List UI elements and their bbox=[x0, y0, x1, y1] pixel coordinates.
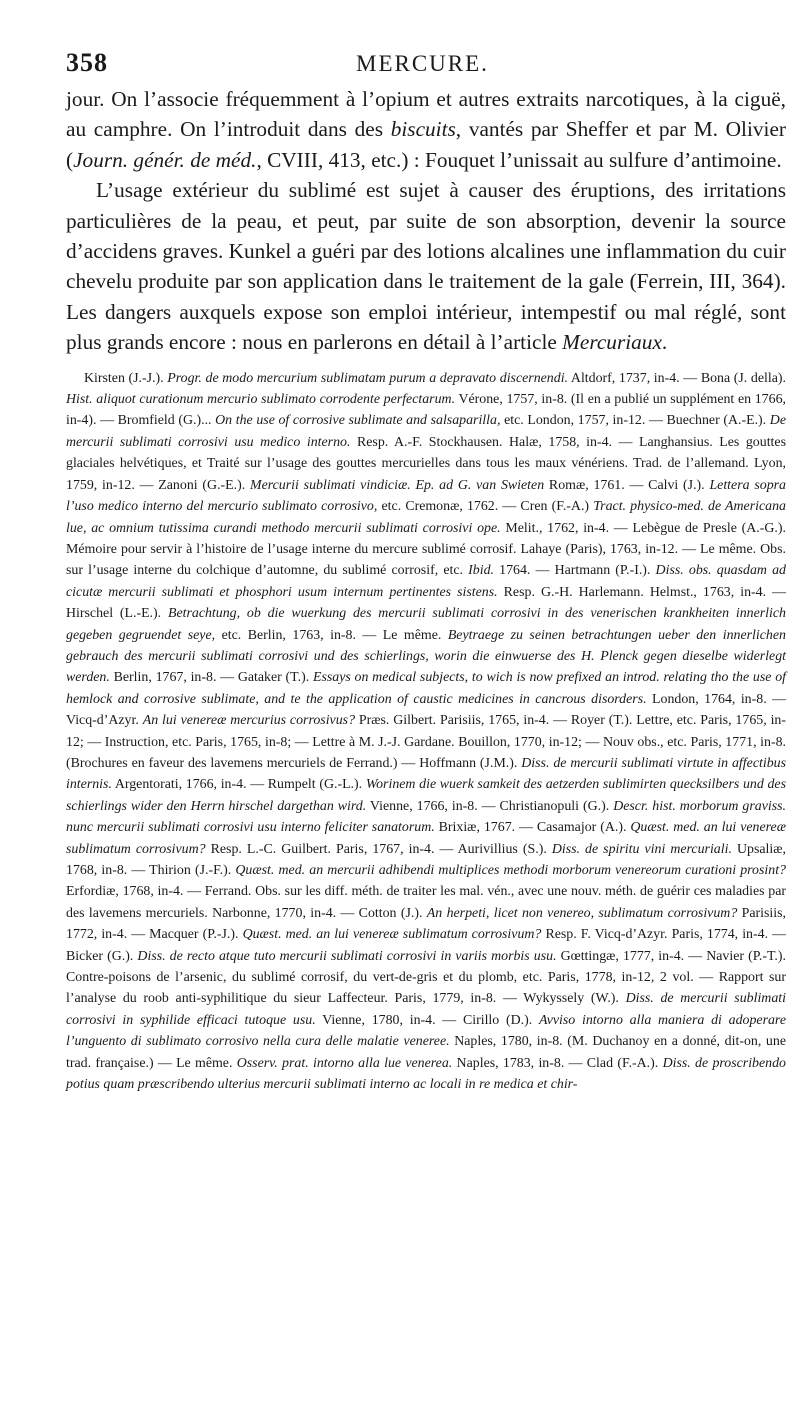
text-run: Parisiis, 1772, in-4. — Macquer (P.-J.). bbox=[66, 905, 787, 943]
text-run: jour. On l’associe fréquemment à l’opium et autres extraits narcotiques, à la ciguë, au camphre. On l’introduit dans des bbox=[66, 87, 786, 142]
italic-text-run: Essays on medical subjects, to wich is now prefixed an introd. relating tho the use of hemlock and corrosive sublimate, and te the application of caustic medicines in cancrous disorders. bbox=[66, 670, 787, 707]
italic-text-run: Descr. hist. morborum graviss. nunc mercurii sublimati corrosivi usu interno feliciter sanatorum. bbox=[66, 798, 787, 836]
italic-text-run: Mercurii sublimati vindiciæ. Ep. ad G. van Swieten bbox=[250, 477, 545, 493]
italic-text-run: Quæst. med. an lui venereæ sublimatum corrosivum? bbox=[242, 927, 542, 943]
text-run: Argentorati, 1766, in-4. — Rumpelt (G.-L.). bbox=[111, 777, 366, 793]
text-run: 1764. — Hartmann (P.-I.). bbox=[494, 563, 656, 579]
text-run: etc. Berlin, 1763, in-8. — Le même. bbox=[215, 627, 448, 643]
running-title: MERCURE. bbox=[356, 51, 489, 76]
italic-text-run: Quæst. med. an lui venereæ sublimatum corrosivum? bbox=[66, 820, 786, 857]
italic-text-run: An lui venereæ mercurius corrosivus? bbox=[142, 713, 356, 729]
text-run: etc. London, 1757, in-12. — Buechner (A.-E.). bbox=[500, 413, 770, 429]
italic-text-run: Tract. physico-med. de Americana lue, ac omnium tutissima curandi methodo mercurii sublimati corrosivi ope. bbox=[66, 499, 786, 536]
text-run: Præs. Gilbert. Parisiis, 1765, in-4. — Royer (T.). Lettre, etc. Paris, 1765, in-12; — Instruction, etc. Paris, 1765, in-8; — Lettre à M. J.-J. Gardane. Bouillon, 1770, in-12; — Nouv obs., etc. Paris, 1771, in-8. (Brochures en faveur des lavemens mercuriels de Ferrand.) — Hoffmann (J.M.). bbox=[66, 713, 786, 771]
italic-text-run: Beytraege zu seinen betrachtungen ueber den innerlichen gebrauch des mercurii sublimati corrosivi und des schierlings, worin die einwuerse des H. Plenck gegen dieselbe widerlegt werden. bbox=[66, 627, 786, 686]
italic-text-run: Journ. génér. de méd. bbox=[73, 147, 257, 172]
text-run: Resp. A.-F. Stockhausen. Halæ, 1758, in-4. — Langhansius. Les gouttes glaciales helvétiques, et Traité sur l’usage des gouttes mercurielles dans tous les maux vénériens. Trad. de l’allemand. Lyon, 1759, in-12. — Zanoni (G.-E.). bbox=[66, 434, 786, 493]
italic-text-run: Osserv. prat. intorno alla lue venerea. bbox=[236, 1055, 453, 1071]
text-run: Berlin, 1767, in-8. — Gataker (T.). bbox=[109, 670, 313, 686]
italic-text-run: Worinem die wuerk samkeit des aetzerden sublimirten quecksilbers und des schierlings wider den Herrn hirschel dargethan wird. bbox=[66, 777, 786, 814]
italic-text-run: biscuits bbox=[390, 117, 456, 142]
text-run: Kirsten (J.-J.). bbox=[84, 370, 168, 386]
italic-text-run: Progr. de modo mercurium sublimatam purum a depravato discernendi. bbox=[167, 370, 569, 386]
text-run: London, 1764, in-8. — Vicq-d’Azyr. bbox=[66, 691, 786, 729]
page-number: 358 bbox=[66, 48, 108, 77]
italic-text-run: Avviso intorno alla maniera di adoperare l’unguento di sublimato corrosivo nella cura delle malatie veneree. bbox=[66, 1012, 786, 1050]
italic-text-run: Lettera sopra l’uso medico interno del mercurio sublimato corrosivo, bbox=[66, 477, 786, 515]
text-run: Resp. L.-C. Guilbert. Paris, 1767, in-4. — Aurivillius (S.). bbox=[205, 841, 552, 857]
text-run: , vantés par Sheffer et par M. Olivier ( bbox=[66, 117, 787, 172]
italic-text-run: Diss. obs. quasdam ad cicutæ mercurii sublimati et phosphori usum internum pertinentes sistens. bbox=[66, 563, 786, 600]
paragraph-2 bbox=[66, 175, 786, 357]
text-run: Gœttingæ, 1777, in-4. — Navier (P.-T.). Contre-poisons de l’arsenic, du sublimé corrosif, du vert-de-gris et du plomb, etc. Paris, 1778, in-12, 2 vol. — Rapport sur l’analyse du roob anti-syphilitique du sieur Laffecteur. Paris, 1779, in-8. — Wykyssely (W.). bbox=[66, 948, 787, 1007]
text-run: L’usage extérieur du sublimé est sujet à causer des éruptions, des irritations particulières de la peau, et peut, par suite de son absorption, devenir la source d’accidens graves. Kunkel a guéri par des lotions alcalines une inflammation du cuir chevelu produite par son application dans le traitement de la gale (Ferrein, III, 364). Les dangers auxquels expose son emploi intérieur, intempestif ou mal réglé, sont plus grands encore : nous en parlerons en détail à l’article bbox=[66, 178, 786, 355]
italic-text-run: Diss. de proscribendo potius quam præscribendo ulterius mercurii sublimati interno ac locali in re medica et chir- bbox=[66, 1055, 787, 1093]
text-run: Resp. G.-H. Harlemann. Helmst., 1763, in-4. — Hirschel (L.-E.). bbox=[66, 584, 786, 622]
text-run: Vérone, 1757, in-8. (Il en a publié un supplément en 1766, in-4). — Bromfield (G.)... bbox=[66, 392, 786, 429]
text-run: Altdorf, 1737, in-4. — Bona (J. della). bbox=[568, 370, 787, 386]
text-run: Erfordiæ, 1768, in-4. — Ferrand. Obs. sur les diff. méth. de traiter les mal. vén., avec une nouv. méth. de guérir ces maladies par des lavemens mercuriels. Narbonne, 1770, in-4. — Cotton (J.). bbox=[66, 884, 786, 921]
italic-text-run: Diss. de mercurii sublimati virtute in affectibus internis. bbox=[66, 755, 787, 793]
text-run: , CVIII, 413, etc.) : Fouquet l’unissait au sulfure d’antimoine. bbox=[256, 147, 782, 172]
italic-text-run: Diss. de spiritu vini mercuriali. bbox=[551, 841, 732, 857]
text-run: etc. Cremonæ, 1762. — Cren (F.-A.) bbox=[377, 499, 594, 515]
italic-text-run: Diss. de mercurii sublimati corrosivi in syphilide efficaci tutoque usu. bbox=[66, 991, 786, 1028]
italic-text-run: Mercuriaux bbox=[562, 330, 662, 355]
text-run: Naples, 1783, in-8. — Clad (F.-A.). bbox=[452, 1055, 663, 1071]
text-run: Upsaliæ, 1768, in-8. — Thirion (J.-F.). bbox=[66, 841, 786, 878]
text-run: Romæ, 1761. — Calvi (J.). bbox=[544, 477, 710, 493]
italic-text-run: Quæst. med. an mercurii adhibendi multiplices methodi morborum venereorum curationi prosint? bbox=[235, 863, 786, 878]
bibliography-block bbox=[66, 368, 786, 1096]
page-header bbox=[66, 48, 786, 84]
italic-text-run: On the use of corrosive sublimate and salsaparilla, bbox=[215, 413, 501, 429]
italic-text-run: Ibid. bbox=[468, 563, 494, 579]
text-run: . bbox=[661, 330, 668, 355]
text-run: Naples, 1780, in-8. (M. Duchanoy en a donné, dit-on, une trad. française.) — Le même. bbox=[66, 1034, 786, 1071]
italic-text-run: An herpeti, licet non venereo, sublimatum corrosivum? bbox=[426, 905, 742, 921]
italic-text-run: Diss. de recto atque tuto mercurii sublimati corrosivi in variis morbis usu. bbox=[137, 948, 557, 964]
paragraph-1 bbox=[66, 84, 786, 175]
text-run: Brixiæ, 1767. — Casamajor (A.). bbox=[434, 820, 631, 836]
italic-text-run: Betrachtung, ob die wuerkung des mercurii sublimati corrosivi in des venerischen krankheiten innerlich gegeben gegruendet seye, bbox=[66, 606, 786, 643]
text-run: Vienne, 1766, in-8. — Christianopuli (G.). bbox=[366, 798, 614, 814]
text-run: Vienne, 1780, in-4. — Cirillo (D.). bbox=[315, 1012, 539, 1028]
italic-text-run: Hist. aliquot curationum mercurio sublimato corrodente perfectarum. bbox=[66, 392, 456, 408]
text-run: Resp. F. Vicq-d’Azyr. Paris, 1774, in-4. — Bicker (G.). bbox=[66, 927, 787, 964]
text-run: Melit., 1762, in-4. — Lebègue de Presle (A.-G.). Mémoire pour servir à l’histoire de l’usage interne du mercure sublimé corrosif. Lahaye (Paris), 1763, in-12. — Le même. Obs. sur l’usage interne du colchique d’automne, du sublimé corrosif, etc. bbox=[66, 520, 786, 579]
italic-text-run: De mercurii sublimati corrosivi usu medico interno. bbox=[66, 413, 786, 450]
